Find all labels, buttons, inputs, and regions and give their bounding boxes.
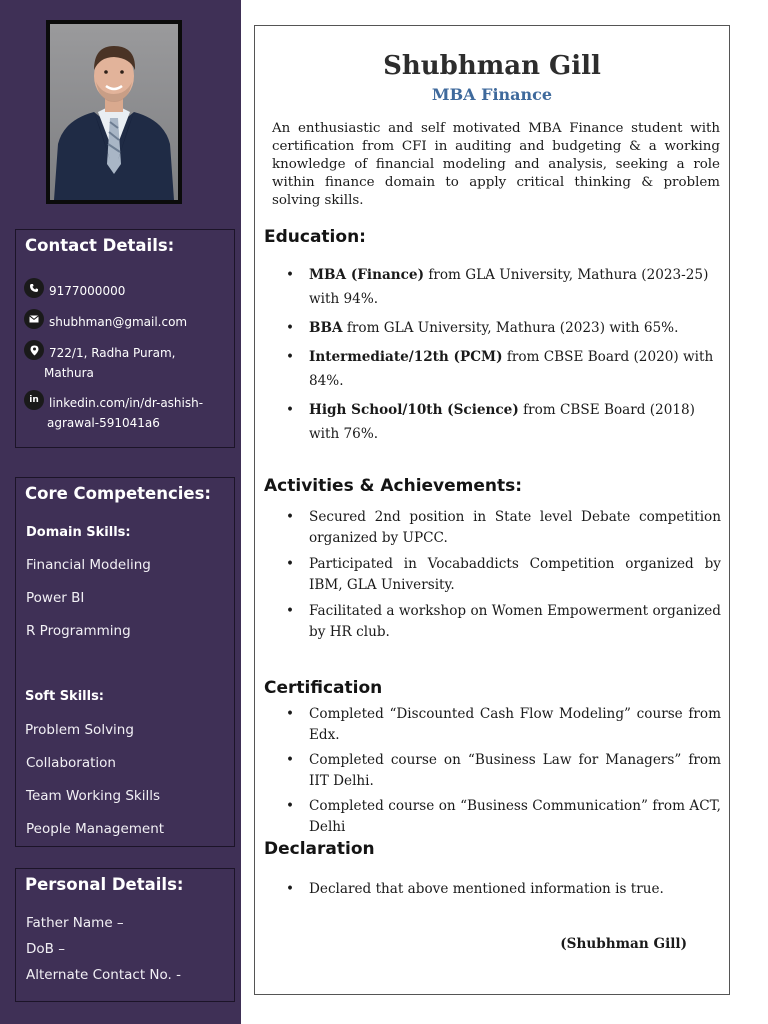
education-item: • High School/10th (Science) from CBSE Board (2018) with 76%. — [279, 398, 721, 446]
email-address[interactable]: shubhman@gmail.com — [49, 315, 188, 329]
contact-address — [24, 340, 175, 383]
email-icon — [24, 309, 44, 329]
activity-item: • Secured 2nd position in State level Debate competition organized by UPCC. — [279, 507, 721, 549]
domain-skills-heading: Domain Skills: — [26, 525, 131, 540]
linkedin-line-1: linkedin.com/in/dr-ashish- — [49, 396, 204, 410]
resume-main-panel — [254, 25, 730, 995]
education-title: Education: — [264, 227, 366, 247]
address-text — [44, 343, 176, 383]
domain-skill-item: Financial Modeling — [26, 557, 151, 573]
signature: (Shubhman Gill) — [560, 936, 687, 952]
personal-details-box — [15, 868, 235, 1002]
activities-list — [279, 507, 721, 648]
candidate-name: Shubhman Gill — [383, 51, 601, 81]
contact-email — [24, 309, 187, 332]
profile-photo-frame — [46, 20, 182, 204]
contact-linkedin — [24, 390, 203, 433]
education-list — [279, 263, 721, 451]
declaration-title: Declaration — [264, 839, 375, 859]
soft-skill-item: People Management — [26, 821, 165, 837]
profile-summary: An enthusiastic and self motivated MBA Finance student with certification from CFI in auditing and budgeting & a working knowledge of financial modeling and analysis, seeking a role within finance domain to apply critical thinking & problem solving skills. — [272, 121, 720, 208]
declaration-item: • Declared that above mentioned information is true. — [279, 879, 721, 900]
education-item: • Intermediate/12th (PCM) from CBSE Board (2020) with 84%. — [279, 345, 721, 393]
domain-skill-item: Power BI — [26, 590, 85, 606]
education-item: • BBA from GLA University, Mathura (2023) with 65%. — [279, 316, 721, 340]
linkedin-url[interactable] — [49, 393, 203, 433]
education-item: • MBA (Finance) from GLA University, Mathura (2023-25) with 94%. — [279, 263, 721, 311]
personal-field: Alternate Contact No. - — [26, 967, 182, 983]
phone-icon — [24, 278, 44, 298]
activity-item: • Participated in Vocabaddicts Competition organized by IBM, GLA University. — [279, 554, 721, 596]
contact-phone — [24, 278, 125, 301]
linkedin-icon: in — [24, 390, 44, 410]
phone-number[interactable]: 9177000000 — [49, 284, 126, 298]
soft-skill-item: Collaboration — [26, 755, 116, 771]
linkedin-line-2: agrawal-591041a6 — [47, 416, 160, 430]
address-line-2: Mathura — [44, 366, 94, 380]
contact-details-box — [15, 229, 235, 448]
core-competencies-title: Core Competencies: — [25, 484, 212, 503]
personal-details-title: Personal Details: — [25, 875, 184, 894]
certification-item: • Completed course on “Business Communication” from ACT, Delhi — [279, 796, 721, 838]
soft-skills-heading: Soft Skills: — [25, 689, 105, 704]
personal-field: Father Name – — [26, 915, 124, 931]
certification-list — [279, 704, 721, 843]
contact-details-title: Contact Details: — [25, 236, 175, 255]
domain-skill-item: R Programming — [26, 623, 131, 639]
declaration-list — [279, 879, 721, 905]
activity-item: • Facilitated a workshop on Women Empowerment organized by HR club. — [279, 601, 721, 643]
sidebar — [0, 0, 241, 1024]
activities-title: Activities & Achievements: — [264, 476, 523, 496]
certification-item: • Completed “Discounted Cash Flow Modeling” course from Edx. — [279, 704, 721, 746]
personal-field: DoB – — [26, 941, 65, 957]
soft-skill-item: Problem Solving — [25, 722, 134, 738]
core-competencies-box — [15, 477, 235, 847]
location-pin-icon — [24, 340, 44, 360]
soft-skill-item: Team Working Skills — [26, 788, 160, 804]
candidate-role: MBA Finance — [431, 85, 553, 104]
certification-title: Certification — [264, 678, 383, 698]
address-line-1: 722/1, Radha Puram, — [49, 346, 176, 360]
certification-item: • Completed course on “Business Law for Managers” from IIT Delhi. — [279, 750, 721, 792]
profile-photo — [50, 24, 178, 200]
